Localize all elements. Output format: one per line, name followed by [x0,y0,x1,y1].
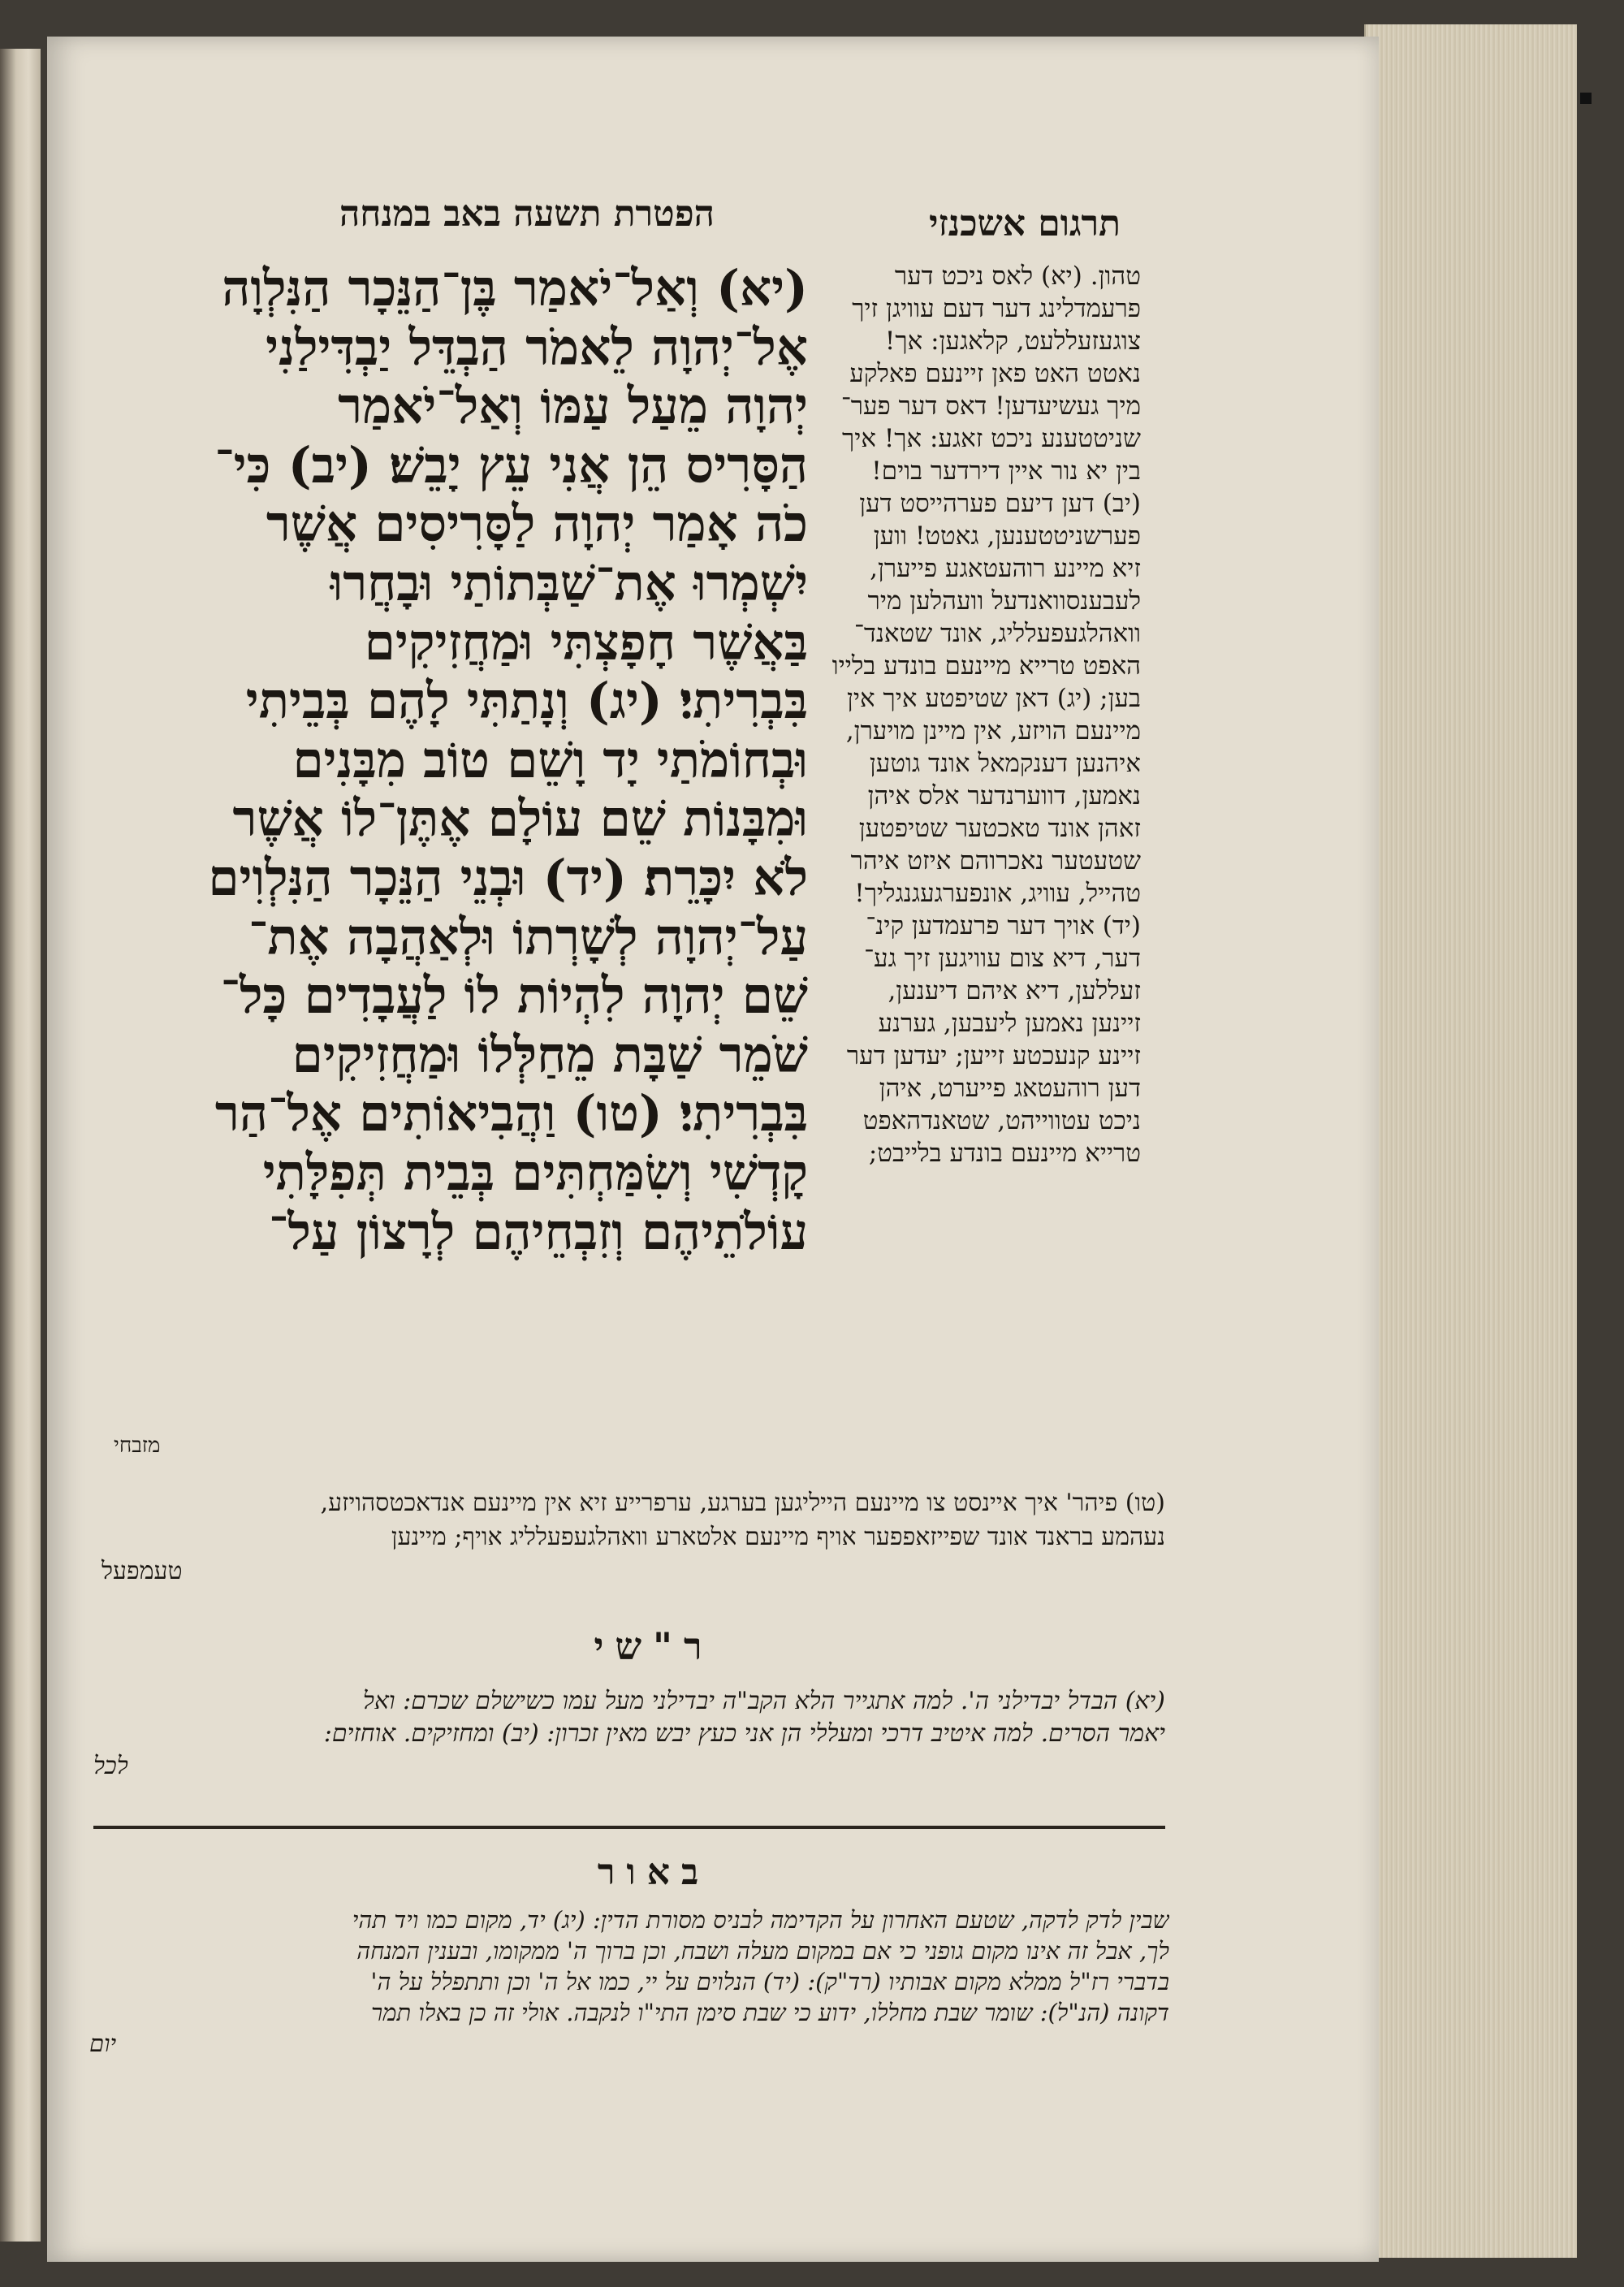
targum-line: זיא מיינע רוהעטאגע פייערן, [870,554,1141,583]
main-text-line: עוֹלֹתֵיהֶם וְזִבְחֵיהֶם לְרָצוֹן עַל־ [268,1203,808,1261]
main-text-block [102,260,808,1262]
main-text-line: יְהוָה מֵעַל עַמּוֹ וְאַל־יֹאמַר [338,378,808,436]
main-text-line: וּבְחוֹמֹתַי יָד וָשֵׁם טוֹב מִבָּנִים [292,731,808,789]
targum-line: טהייל, עוויג, אונפערגעגנגליך! [854,879,1141,908]
targum-line: שניטטענע ניכט זאגע: אך! איך [842,424,1141,453]
main-text-line: שֵׁם יְהוָה לִהְיוֹת לוֹ לַעֲבָדִים כָּל־ [220,967,808,1026]
targum-line: מיינעם הויזע, אין מיינן מויערן, [845,716,1141,746]
corner-mark [1580,93,1592,104]
left-page-edge [0,49,41,2242]
section-divider [93,1826,1165,1829]
targum-line: איהנען דענקמאל אונד גוטען [869,749,1141,778]
rashi-line: יאמר הסרים. למה איטיב דרכי ומעללי הן אני כעץ יבש מאין זכרון: (יב) ומחזיקים. אוחזים: [323,1719,1165,1748]
targum-line: נאטט האט פאן זיינעם פאלקע [849,359,1141,388]
targum-line: פערשניטטענען, גאטט! ווען [873,521,1141,551]
targum-line: וואהלגעפעלליג, אונד שטאנד־ [854,619,1141,648]
targum-line: בען; (יג) דאן שטיפטע איך אין [847,684,1141,713]
main-text-line: עַל־יְהוָה לְשָׁרְתוֹ וּלְאַהֲבָה אֶת־ [248,908,808,966]
targum-line: זיינע קנעכטע זייען; יעדען דער [846,1041,1141,1070]
main-text-line: הַסָּרִיס הֵן אֲנִי עֵץ יָבֵשׁ׃ (יב) כִּי־ [214,436,808,495]
main-text-line: יִשְׁמְרוּ אֶת־שַׁבְּתוֹתַי וּבָחֲרוּ [330,554,808,612]
targum-line: ניכט עטווייהט, שטאנדהאפט [862,1106,1141,1135]
targum-line: שטעטער נאכרוהם איזט איהר [850,846,1141,875]
targum-line: זאהן אונד טאכטער שטיפטען [858,814,1141,843]
biur-line: בדברי רז"ל ממלא מקום אבותיו (רד"ק): (יד) הנלוים על יי, כמו אל ה' וכן ותתפלל על ה' [370,1968,1169,1995]
targum-line: נאמען, דווערנדער אלס איהן [867,781,1141,811]
biur-line: יום [89,2030,117,2057]
main-text-line: וּמִבָּנוֹת שֵׁם עוֹלָם אֶתֶּן־לוֹ אֲשֶׁר [232,790,808,849]
catchword: מזבחי [114,1433,161,1458]
targum-line: בין יא נור איין דירדער בוים! [871,456,1141,486]
main-text-line: אֶל־יְהוָה לֵאמֹר הַבְדֵּל יַבְדִּילַנִי [266,318,808,377]
biur-line: לך, אבל זה אינו מקום גופני כי אם במקום מעלה ושבח, וכן ברוך ה' ממקומו, ובענין המנחה [356,1937,1169,1965]
targum-line: טהון. (יא) לאס ניכט דער [894,262,1141,291]
rashi-header: ר"שי [594,1624,714,1668]
main-text-line: בַּאֲשֶׁר חָפָצְתִּי וּמַחֲזִיקִים [364,613,808,672]
main-text-line: כֹה אָמַר יְהוָה לַסָּרִיסִים אֲשֶׁר [266,495,808,554]
targum-line: צוגעזעללעט, קלאגען: אך! [884,326,1141,356]
targum-column [800,260,1141,1169]
rashi-line: לכל [93,1752,128,1780]
biur-commentary [89,1904,1169,2059]
targum-continuation [102,1486,1165,1589]
rashi-commentary [93,1685,1165,1783]
main-text-line: בִּבְרִיתִי׃ (טו) וַהֲבִיאוֹתִים אֶל־הַר [214,1085,808,1144]
main-text-line: לֹא יִכָּרֵת׃ (יד) וּבְנֵי הַנֵּכָר הַנִּלְוִים [208,849,808,907]
targum-line: האפט טרייא מיינעם בונדע בלייו [831,651,1141,681]
targum-line: לעבענסוואנדעל וועהלען מיר [867,586,1141,616]
targum-line: (יב) דען דיעם פערהייסט דען [859,489,1141,518]
targum-line: דען רוהעטאג פייערט, איהן [879,1074,1141,1103]
biur-header: באור [597,1852,710,1893]
main-text-line: (יא) וְאַל־יֹאמַר בֶּן־הַנֵּכָר הַנִּלְוָה [222,260,808,318]
targum-cont-line: (טו) פיהר' איך איינסט צו מיינעם הייליגען בערגע, ערפרייע זיא אין מיינעם אנדאכטסהויזע, [320,1489,1165,1517]
main-text-line: שֹׁמֵר שַׁבָּת מֵחַלְּלוֹ וּמַחֲזִיקִים [292,1026,808,1084]
main-text-line: קָדְשִׁי וְשִׂמַּחְתִּים בְּבֵית תְּפִלָּתִי [262,1144,808,1202]
targum-line: דער, דיא צום עוויגען זיך גע־ [864,944,1141,973]
targum-line: מיך געשיעדען! דאס דער פער־ [840,391,1141,421]
targum-line: (יד) אויך דער פרעמדען קינ־ [866,911,1141,940]
targum-line: פרעמדלינג דער דעם עוויגן זיך [852,294,1141,323]
targum-line: זעללען, דיא איהם דיענען, [888,976,1141,1005]
biur-line: שבין לדק לדקה, שטעם האחרון על הקדימה לבניס מסורת הדין: (יג) יד, מקום כמו ויד תהי [352,1906,1169,1934]
targum-line: זיינען נאמען ליעבען, גערנע [878,1009,1141,1038]
haftarah-header: הפטרת תשעה באב במנחה [339,193,715,235]
targum-header: תרגום אשכנזי [928,203,1121,244]
main-text-line: בִּבְרִיתִי׃ (יג) וְנָתַתִּי לָהֶם בְּבֵיתִי [245,672,808,731]
targum-line: טרייא מיינעם בונדע בלייבט; [868,1139,1141,1168]
book-fore-edge [1364,24,1577,2258]
biur-line: דקונה (הנ"ל): שומר שבת מחללו, ידוע כי שבת סימן התי"ו לנקבה. אולי זה כן באלו תמר [371,1999,1169,2026]
rashi-line: (יא) הבדל יבדילני ה'. למה אתגייר הלא הקב"ה יבדילני מעל עמו כשישלם שכרם: ואל [362,1687,1165,1715]
targum-cont-line: נעהמע בראנד אונד שפייזאפפער אויף מיינעם אלטארע וואהלגעפעלליג אויף; מיינען [391,1523,1165,1551]
targum-cont-line: טעמפעל [102,1557,183,1585]
